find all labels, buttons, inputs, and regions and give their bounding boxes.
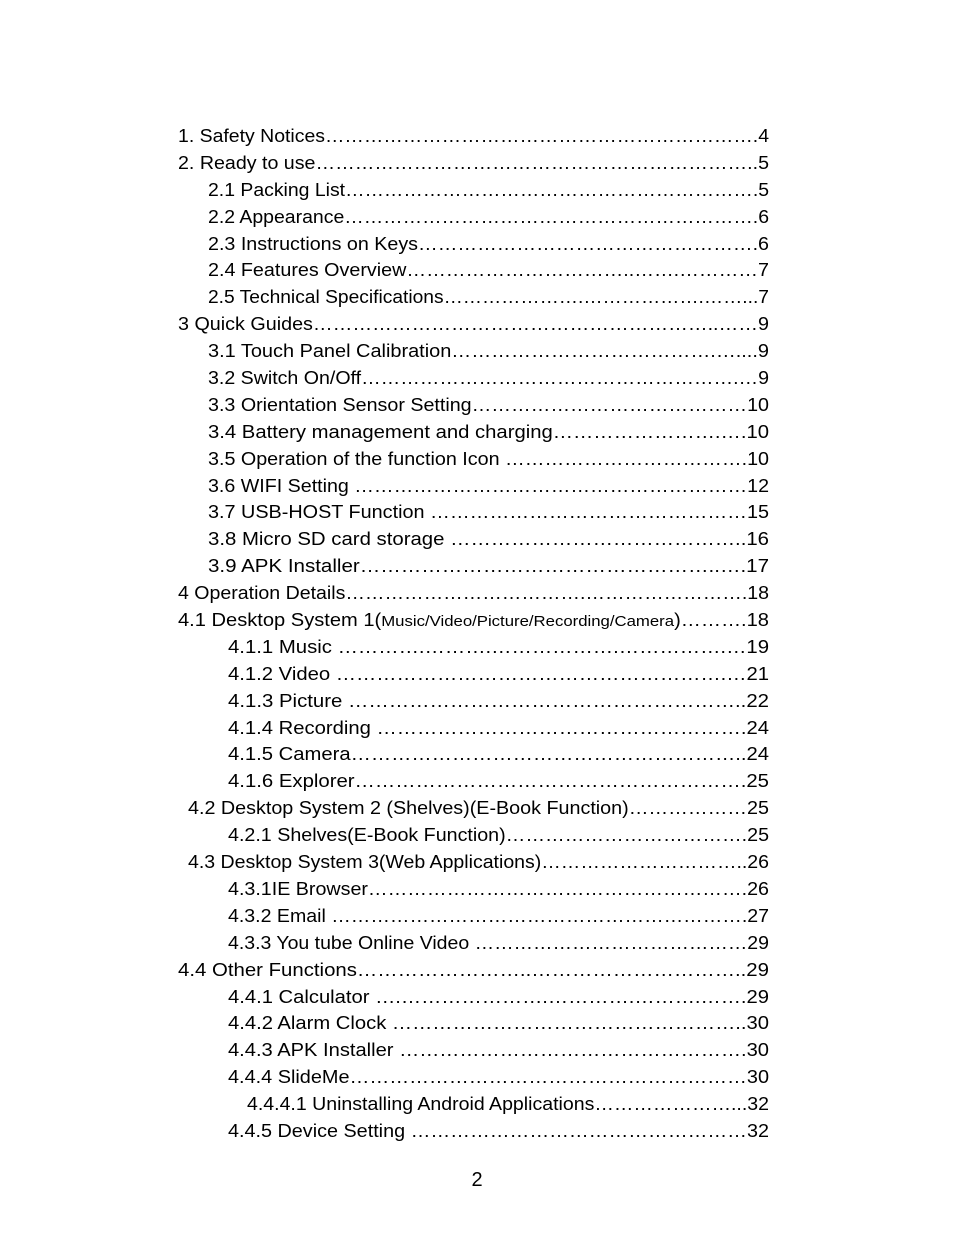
toc-entry-text: 4.1.5 Camera…………………………………………………..24: [228, 744, 770, 765]
toc-entry[interactable]: [0, 741, 954, 768]
toc-entry-text: 4.3.3 You tube Online Video ……………………………………29: [228, 932, 769, 953]
toc-entry-text: 3.5 Operation of the function Icon ……………………………….10: [208, 448, 770, 469]
toc-entry[interactable]: [0, 903, 954, 930]
toc-entry-text: 4.2.1 Shelves(E-Book Function)……………………………….25: [228, 825, 770, 846]
toc-entry-text: 4.1.1 Music ………….……….……………….…………….…19: [228, 636, 770, 657]
toc-entry[interactable]: [0, 795, 954, 822]
toc-entry[interactable]: [0, 688, 954, 715]
toc-entry-text: 3.1 Touch Panel Calibration………………………………….…....9: [208, 341, 769, 362]
toc-entry[interactable]: [0, 284, 954, 311]
toc-entry-text: 3.4 Battery management and charging…………………….….10: [208, 421, 769, 442]
toc-entry[interactable]: [0, 580, 954, 607]
toc-entry[interactable]: [0, 365, 954, 392]
toc-entry-text: 2.5 Technical Specifications………………….……………….……...7: [208, 287, 770, 308]
toc-entry-text: 2.1 Packing List……………………………………………………….5: [208, 179, 770, 200]
page-number: 2: [471, 1169, 483, 1191]
toc-entry[interactable]: [0, 661, 954, 688]
toc-entry[interactable]: [0, 150, 954, 177]
toc-entry[interactable]: [0, 1010, 954, 1037]
toc-entry-text: 3 Quick Guides……………………………………………………..……9: [178, 314, 769, 335]
toc-entry-text: 4.3.2 Email ……………………………………………………….27: [228, 905, 770, 926]
toc-entry[interactable]: [0, 204, 954, 231]
toc-entry[interactable]: [0, 768, 954, 795]
toc-entry[interactable]: [0, 1037, 954, 1064]
toc-entry[interactable]: [0, 1091, 954, 1118]
toc-entry[interactable]: [0, 849, 954, 876]
toc-entry-text: 4.1.3 Picture …………………………………………………..22: [228, 690, 770, 711]
toc-entry-text: 2. Ready to use…………………………………………………………..5: [178, 152, 769, 173]
toc-entry-text: [178, 607, 769, 636]
toc-entry[interactable]: [0, 392, 954, 419]
toc-entry-text: 4.4.4.1 Uninstalling Android Applications…………………...32: [247, 1094, 770, 1115]
toc-entry[interactable]: [0, 607, 954, 634]
toc-entry[interactable]: [0, 473, 954, 500]
toc-entry-text: 3.6 WIFI Setting ……………………………………………………12: [208, 475, 770, 496]
toc-entry-text: 4.1.2 Video ………………………………………………….…21: [228, 663, 770, 684]
toc-entry[interactable]: [0, 930, 954, 957]
toc-entry-text: 3.7 USB-HOST Function …………………………………………15: [208, 502, 769, 523]
toc-entry[interactable]: [0, 984, 954, 1011]
toc-entry-text: 4.4.1 Calculator ….………………….………….……….…….29: [228, 986, 770, 1007]
toc-entry-text-start: 4.1 Desktop System 1(: [178, 610, 382, 631]
toc-entry[interactable]: [0, 499, 954, 526]
table-of-contents: [0, 123, 954, 1145]
toc-entry-text: 4.1.4 Recording ……………………………………………….24: [228, 717, 770, 738]
toc-entry[interactable]: [0, 822, 954, 849]
toc-entry-text: 3.3 Orientation Sensor Setting……………………………………10: [208, 394, 769, 415]
toc-entry-text-end: )……….18: [674, 610, 769, 631]
toc-entry[interactable]: [0, 526, 954, 553]
toc-entry[interactable]: [0, 419, 954, 446]
toc-entry[interactable]: [0, 311, 954, 338]
toc-entry-text: 4 Operation Details……………………………….…………………….18: [178, 583, 770, 604]
toc-entry-text: 4.4.5 Device Setting ……………………………………………32: [228, 1120, 769, 1141]
toc-entry[interactable]: [0, 446, 954, 473]
toc-entry-text: 2.3 Instructions on Keys…………………………………………….6: [208, 233, 769, 254]
toc-entry[interactable]: [0, 338, 954, 365]
toc-entry-text: 4.4.2 Alarm Clock ……………………………………………..30: [228, 1013, 770, 1034]
toc-entry[interactable]: [0, 257, 954, 284]
toc-entry-text: 2.2 Appearance……………………………………………………….6: [208, 206, 770, 227]
toc-entry-text: 3.8 Micro SD card storage ……………………………………..16: [208, 529, 770, 550]
toc-entry-text: 2.4 Features Overview……………………………..…….…………7: [208, 260, 769, 281]
toc-entry[interactable]: [0, 1064, 954, 1091]
toc-entry-text: 4.1.6 Explorer………………………………………………….25: [228, 771, 769, 792]
toc-entry-text: 3.2 Switch On/Off………………………………………………….…9: [208, 368, 769, 389]
toc-entry-text: 3.9 APK Installer……………………………………………..….17: [208, 556, 770, 577]
toc-entry[interactable]: [0, 876, 954, 903]
toc-entry-text: 4.4.4 SlideMe……………………………………………………30: [228, 1067, 770, 1088]
toc-entry-text: 4.4.3 APK Installer …………………………………………….30: [228, 1040, 770, 1061]
toc-entry[interactable]: [0, 553, 954, 580]
toc-entry-text: 4.2 Desktop System 2 (Shelves)(E-Book Function)………………25: [188, 798, 769, 819]
toc-entry[interactable]: [0, 177, 954, 204]
toc-entry[interactable]: [0, 957, 954, 984]
toc-entry[interactable]: [0, 1118, 954, 1145]
toc-entry[interactable]: [0, 715, 954, 742]
toc-entry-text: 4.3.1IE Browser………………………………………………….26: [228, 878, 769, 899]
toc-entry[interactable]: [0, 634, 954, 661]
toc-entry-text: 4.3 Desktop System 3(Web Applications)…………………………..26: [188, 852, 770, 873]
toc-entry-subtitle: Music/Video/Picture/Recording/Camera: [381, 613, 675, 631]
toc-entry[interactable]: [0, 231, 954, 258]
toc-entry-text: 4.4 Other Functions……………………..…………………………..29: [178, 959, 769, 980]
toc-entry-text: 1. Safety Notices………………………………………………………….4: [178, 126, 770, 146]
toc-entry[interactable]: [0, 123, 954, 150]
